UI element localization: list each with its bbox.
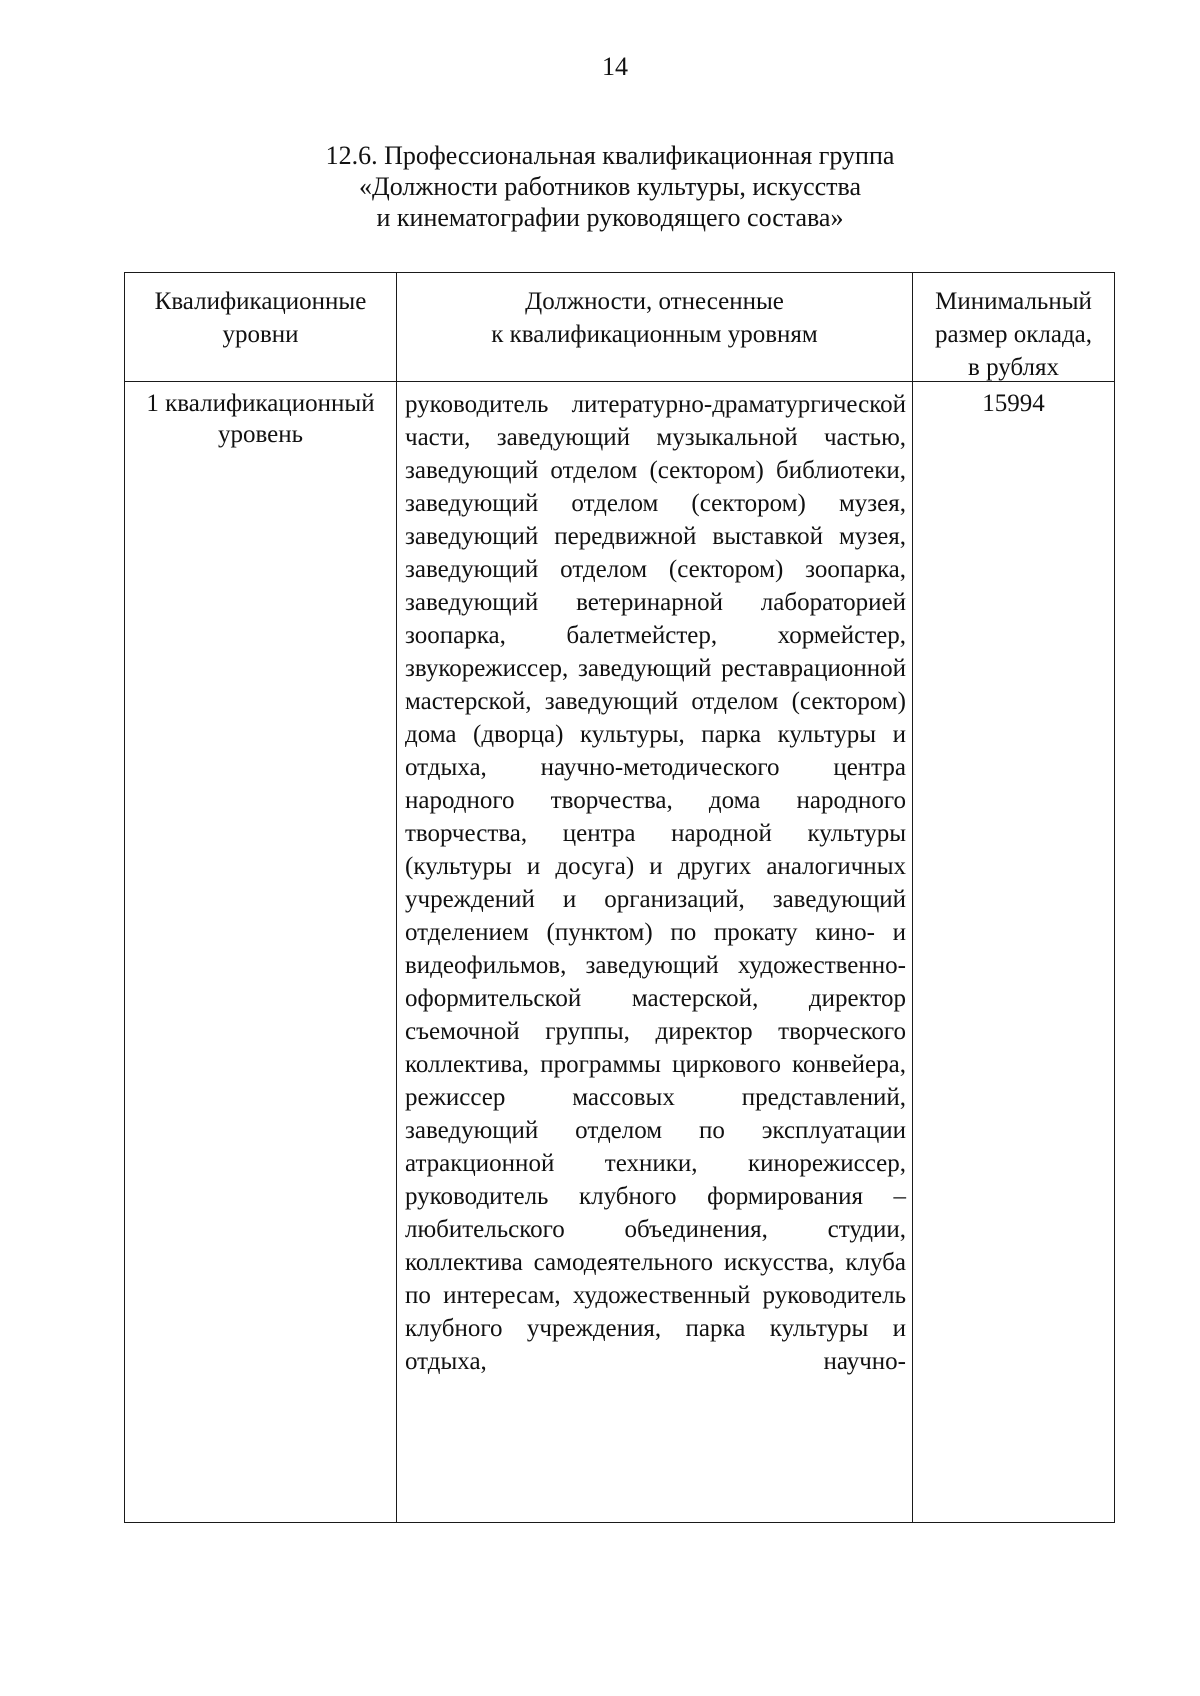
table-header-row (125, 273, 1115, 382)
header-text: Должности, отнесенные (525, 288, 784, 315)
header-min-salary (913, 273, 1115, 382)
heading-line-2: «Должности работников культуры, искусства (359, 172, 861, 201)
header-qualification-levels (125, 273, 397, 382)
table-row (125, 382, 1115, 1523)
header-text: Квалификационные (154, 288, 367, 315)
level-text: 1 квалификационный (146, 390, 375, 417)
positions-cell (397, 382, 913, 1523)
header-text: в рублях (968, 354, 1059, 381)
qualification-table (124, 272, 1115, 1523)
positions-text: руководитель литературно-драматургической части, заведующий музыкальной частью, заведующий отделом (сектором) библиотеки, заведующий отделом (сектором) музея, заведующий передвижной выставкой музея, заведующий отделом (сектором) зоопарка, заведующий ветеринарной лабораторией зоопарка, балетмейстер, хормейстер, звукорежиссер, заведующий реставрационной мастерской, заведующий отделом (сектором) дома (дворца) культуры, парка культуры и отдыха, научно-методического центра народного творчества, дома народного творчества, центра народной культуры (культуры и досуга) и других аналогичных учреждений и организаций, заведующий отделением (пунктом) по прокату кино- и видеофильмов, заведующий художественно-оформительской мастерской, директор съемочной группы, директор творческого коллектива, программы циркового конвейера, режиссер массовых представлений, заведующий отделом по эксплуатации атракционной техники, кинорежиссер, руководитель клубного формирования – любительского объединения, студии, коллектива самодеятельного искусства, клуба по интересам, художественный руководитель клубного учреждения, парка культуры и отдыха, научно- (405, 391, 906, 1375)
header-text: к квалификационным уровням (491, 321, 818, 348)
salary-cell (913, 382, 1115, 1523)
level-cell (125, 382, 397, 1523)
page-number: 14 (602, 52, 628, 81)
header-text: уровни (222, 321, 299, 348)
heading-line-1: 12.6. Профессиональная квалификационная группа (325, 141, 895, 170)
header-text: размер оклада, (934, 321, 1093, 348)
level-text: уровень (217, 421, 304, 448)
header-text: Минимальный (935, 288, 1092, 315)
salary-value: 15994 (982, 390, 1045, 417)
heading-line-3: и кинематографии руководящего состава» (376, 203, 844, 232)
header-positions (397, 273, 913, 382)
section-heading (200, 140, 1020, 233)
